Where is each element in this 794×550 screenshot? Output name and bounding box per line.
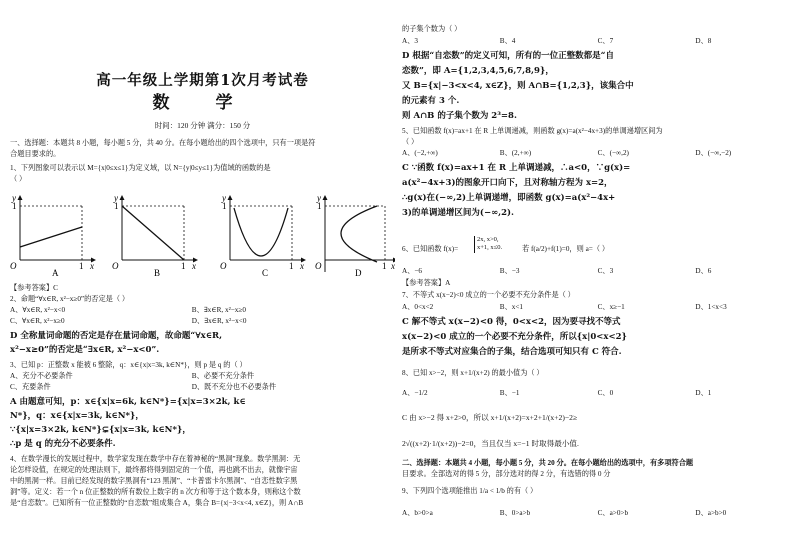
q5-option-c: C、(−∞,2) xyxy=(597,149,629,157)
graph-a xyxy=(10,193,95,276)
q4-option-d: D、8 xyxy=(695,37,712,45)
q2-options-row1 xyxy=(10,305,395,315)
q5-option-b: B、(2,+∞) xyxy=(499,149,532,157)
q5-options xyxy=(402,148,787,158)
q8-option-b: B、−1 xyxy=(499,389,520,397)
graph-c-x: x xyxy=(300,261,304,271)
q7-stem: 7、不等式 x(x−2)<0 成立的一个必要不充分条件是（ ） xyxy=(402,291,575,299)
q9-option-d: D、a>b>0 xyxy=(695,509,727,517)
q4-option-b: B、4 xyxy=(499,37,516,45)
q5-solution-3: ∴g(x)在(−∞,2)上单调递增，即函数 g(x)=a(x²−4x+ xyxy=(402,193,616,203)
q3-options-row2 xyxy=(10,382,395,392)
section1-instructions-2: 合题目要求的。 xyxy=(10,150,61,158)
q4-options xyxy=(402,36,787,46)
graph-c-one-x: 1 xyxy=(289,261,294,271)
q3-solution-3: ∵{x|x=3×2k, k∈N*}⊊{x|x=3k, k∈N*}， xyxy=(10,425,191,435)
q2-option-c: C、∀x∈R, x²−x≥0 xyxy=(10,317,65,325)
q4-stem-2: 论怎样设值，在规定的处理法则下，最终都将得到固定的一个值，再也跳不出去，就像宇宙 xyxy=(10,466,298,474)
graph-b-x: x xyxy=(192,261,196,271)
graph-c-y: y xyxy=(222,193,226,203)
q2-option-a: A、∀x∈R, x²−x<0 xyxy=(10,306,66,314)
graph-b-one-y: 1 xyxy=(114,201,119,211)
q8-option-a: A、−1/2 xyxy=(402,389,428,397)
q4-solution-5: 则 A∩B 的子集个数为 2³=8. xyxy=(402,111,517,121)
q3-stem: 3、已知 p：正整数 x 能被 6 整除，q：x∈{x|x=3k, k∈N*}，则 p 是 q 的（ ） xyxy=(10,361,247,369)
graph-c xyxy=(220,193,305,276)
q4-stem-3: 中的黑洞一样。目前已经发现的数字黑洞有“123 黑洞”、“卡普雷卡尔黑洞”、“自恋性数字黑 xyxy=(10,477,298,485)
q3-option-d: D、既不充分也不必要条件 xyxy=(191,383,277,391)
q7-options xyxy=(402,302,787,312)
q5-paren: （ ） xyxy=(402,138,419,146)
q3-option-b: B、必要不充分条件 xyxy=(191,372,255,380)
q9-options xyxy=(402,508,787,518)
q6-option-a: A、−6 xyxy=(402,267,423,275)
q6-piece-1: 2x, x>0, xyxy=(477,236,499,243)
q7-solution-1: C 解不等式 x(x−2)<0 得，0<x<2，因为要寻找不等式 xyxy=(402,317,621,327)
q4-solution-4: 的元素有 3 个. xyxy=(402,96,460,106)
graph-d-one-x: 1 xyxy=(382,261,387,271)
graph-b-one-x: 1 xyxy=(181,261,186,271)
q9-option-c: C、a>0>b xyxy=(597,509,629,517)
q4-option-a: A、3 xyxy=(402,37,418,45)
q4-solution-3: 又 B={x|−3<x<4, x∈Z}，则 A∩B={1,2,3}，该集合中 xyxy=(402,81,634,91)
q7-solution-3: 是所求不等式对应集合的子集，结合选项可知只有 C 符合. xyxy=(402,347,622,357)
graph-b-y: y xyxy=(114,193,118,203)
q4-stem-6: 的子集个数为（ ） xyxy=(402,25,462,33)
q7-option-b: B、x<1 xyxy=(499,303,524,311)
graph-a-one-y: 1 xyxy=(12,201,17,211)
q4-option-c: C、7 xyxy=(597,37,614,45)
q6-options xyxy=(402,266,787,276)
q8-solution-1: C 由 x>−2 得 x+2>0，所以 x+1/(x+2)=x+2+1/(x+2)−2≥ xyxy=(402,413,578,422)
graph-c-label: C xyxy=(262,268,269,276)
q9-stem: 9、下列四个选项能推出 1/a < 1/b 的有（ ） xyxy=(402,487,538,495)
q2-solution-1: D 全称量词命题的否定是存在量词命题，故命题“∀x∈R, xyxy=(10,331,223,341)
graph-c-one-y: 1 xyxy=(222,201,227,211)
q5-solution-2: a(x²−4x+3)的图象开口向下，且对称轴方程为 x=2， xyxy=(402,178,613,188)
graph-d-y: y xyxy=(317,193,321,203)
q6-piecewise xyxy=(474,236,502,253)
graph-b-label: B xyxy=(154,268,161,276)
q8-options xyxy=(402,388,787,398)
q4-stem-4: 洞”等。定义：若一个 n 位正整数的所有数位上数字的 n 次方和等于这个数本身，则称这个数 xyxy=(10,488,301,496)
subject-title: 数 学 xyxy=(152,93,253,113)
q8-stem: 8、已知 x>−2，则 x+1/(x+2) 的最小值为（ ） xyxy=(402,369,544,377)
q3-option-c: C、充要条件 xyxy=(10,383,51,391)
q6-option-d: D、6 xyxy=(695,267,712,275)
graph-b xyxy=(112,193,197,276)
graph-a-one-x: 1 xyxy=(79,261,84,271)
q4-stem-5: 是“自恋数”。已知所有一位正整数的“自恋数”组成集合 A，集合 B={x|−3<x<4, x∈Z}，则 A∩B xyxy=(10,499,304,507)
q6-option-b: B、−3 xyxy=(499,267,520,275)
graph-d-x: x xyxy=(391,261,395,271)
graph-a-x: x xyxy=(90,261,94,271)
q6-answer: 【参考答案】A xyxy=(402,279,451,287)
q5-solution-4: 3)的单调递增区间为(−∞,2). xyxy=(402,208,515,218)
q3-option-a: A、充分不必要条件 xyxy=(10,372,73,380)
q3-solution-1: A 由题意可知，p：x∈{x|x=6k, k∈N*}={x|x=3×2k, k∈ xyxy=(10,397,246,407)
q9-option-b: B、0>a>b xyxy=(499,509,531,517)
q1-paren: （ ） xyxy=(10,175,27,183)
graph-d-one-y: 1 xyxy=(317,201,322,211)
q5-solution-1: C ∵函数 f(x)=ax+1 在 R 上单调递减，∴a<0，∵g(x)= xyxy=(402,163,631,173)
q8-option-d: D、1 xyxy=(695,389,712,397)
q3-options-row1 xyxy=(10,371,395,381)
q6-stem-prefix: 6、已知函数 f(x)= xyxy=(402,245,459,253)
q5-option-d: D、(−∞,−2) xyxy=(695,149,732,157)
q4-solution-2: 恋数”，即 A={1,2,3,4,5,6,7,8,9}， xyxy=(402,66,554,76)
section1-instructions-1: 一、选择题：本题共 8 小题，每小题 5 分，共 40 分。在每小题给出的四个选项中，只有一项是符 xyxy=(10,139,316,147)
section2-instructions-1: 二、选择题：本题共 4 小题，每小题 5 分，共 20 分。在每小题给出的选项中，有多项符合题 xyxy=(402,459,694,467)
q1-answer: 【参考答案】C xyxy=(10,284,58,292)
graph-a-label: A xyxy=(52,268,59,276)
graph-a-origin: O xyxy=(10,261,17,271)
q8-option-c: C、0 xyxy=(597,389,614,397)
q7-option-d: D、1<x<3 xyxy=(695,303,727,311)
graph-b-origin: O xyxy=(112,261,119,271)
graph-d xyxy=(315,193,395,276)
graph-a-y: y xyxy=(12,193,16,203)
q1-graphs xyxy=(10,192,395,276)
q5-option-a: A、(−2,+∞) xyxy=(402,149,438,157)
q1-stem: 1、下列图象可以表示以 M={x|0≤x≤1}为定义域，以 N={y|0≤y≤1}为值域的函数的是 xyxy=(10,164,271,172)
q3-solution-2: N*}，q：x∈{x|x=3k, k∈N*}， xyxy=(10,411,144,421)
graph-c-origin: O xyxy=(220,261,227,271)
q6-option-c: C、3 xyxy=(597,267,614,275)
q4-stem-1: 4、在数学漫长的发展过程中，数学家发现在数学中存在着神秘的“黑洞”现象。数学黑洞：无 xyxy=(10,455,301,463)
q6-stem-suffix: 若 f(a/2)+f(1)=0，则 a=（ ） xyxy=(522,245,610,253)
q3-solution-4: ∴p 是 q 的充分不必要条件. xyxy=(10,439,116,449)
graph-d-label: D xyxy=(355,268,362,276)
q7-solution-2: x(x−2)<0 成立的一个必要不充分条件，所以{x|0<x<2} xyxy=(402,332,627,342)
exam-title: 高一年级上学期第1次月考试卷 xyxy=(96,72,309,89)
q7-option-a: A、0<x<2 xyxy=(402,303,434,311)
section2-instructions-2: 目要求。全部选对的得 5 分，部分选对的得 2 分，有选错的得 0 分 xyxy=(402,470,611,478)
exam-meta: 时间：120 分钟 满分：150 分 xyxy=(154,121,251,130)
q5-stem: 5、已知函数 f(x)=ax+1 在 R 上单调递减，则函数 g(x)=a(x²−4x+3)的单调递增区间为 xyxy=(402,127,663,135)
q4-solution-1: D 根据“自恋数”的定义可知，所有的一位正整数都是“自 xyxy=(402,51,615,61)
q2-solution-2: x²−x≥0”的否定是“∃x∈R, x²−x<0”. xyxy=(10,345,160,355)
q8-solution-2: 2√((x+2)·1/(x+2))−2=0，当且仅当 x=−1 时取得最小值. xyxy=(402,439,579,448)
q9-option-a: A、b>0>a xyxy=(402,509,433,517)
q6-piece-2: x+1, x≤0. xyxy=(477,244,503,252)
q2-option-b: B、∃x∈R, x²−x≥0 xyxy=(191,306,246,314)
graph-d-origin: O xyxy=(315,261,322,271)
q2-option-d: D、∃x∈R, x²−x<0 xyxy=(191,317,247,325)
q2-options-row2 xyxy=(10,316,395,326)
q2-stem: 2、命题“∀x∈R, x²−x≥0”的否定是（ ） xyxy=(10,295,130,303)
q7-option-c: C、x≥−1 xyxy=(597,303,625,311)
